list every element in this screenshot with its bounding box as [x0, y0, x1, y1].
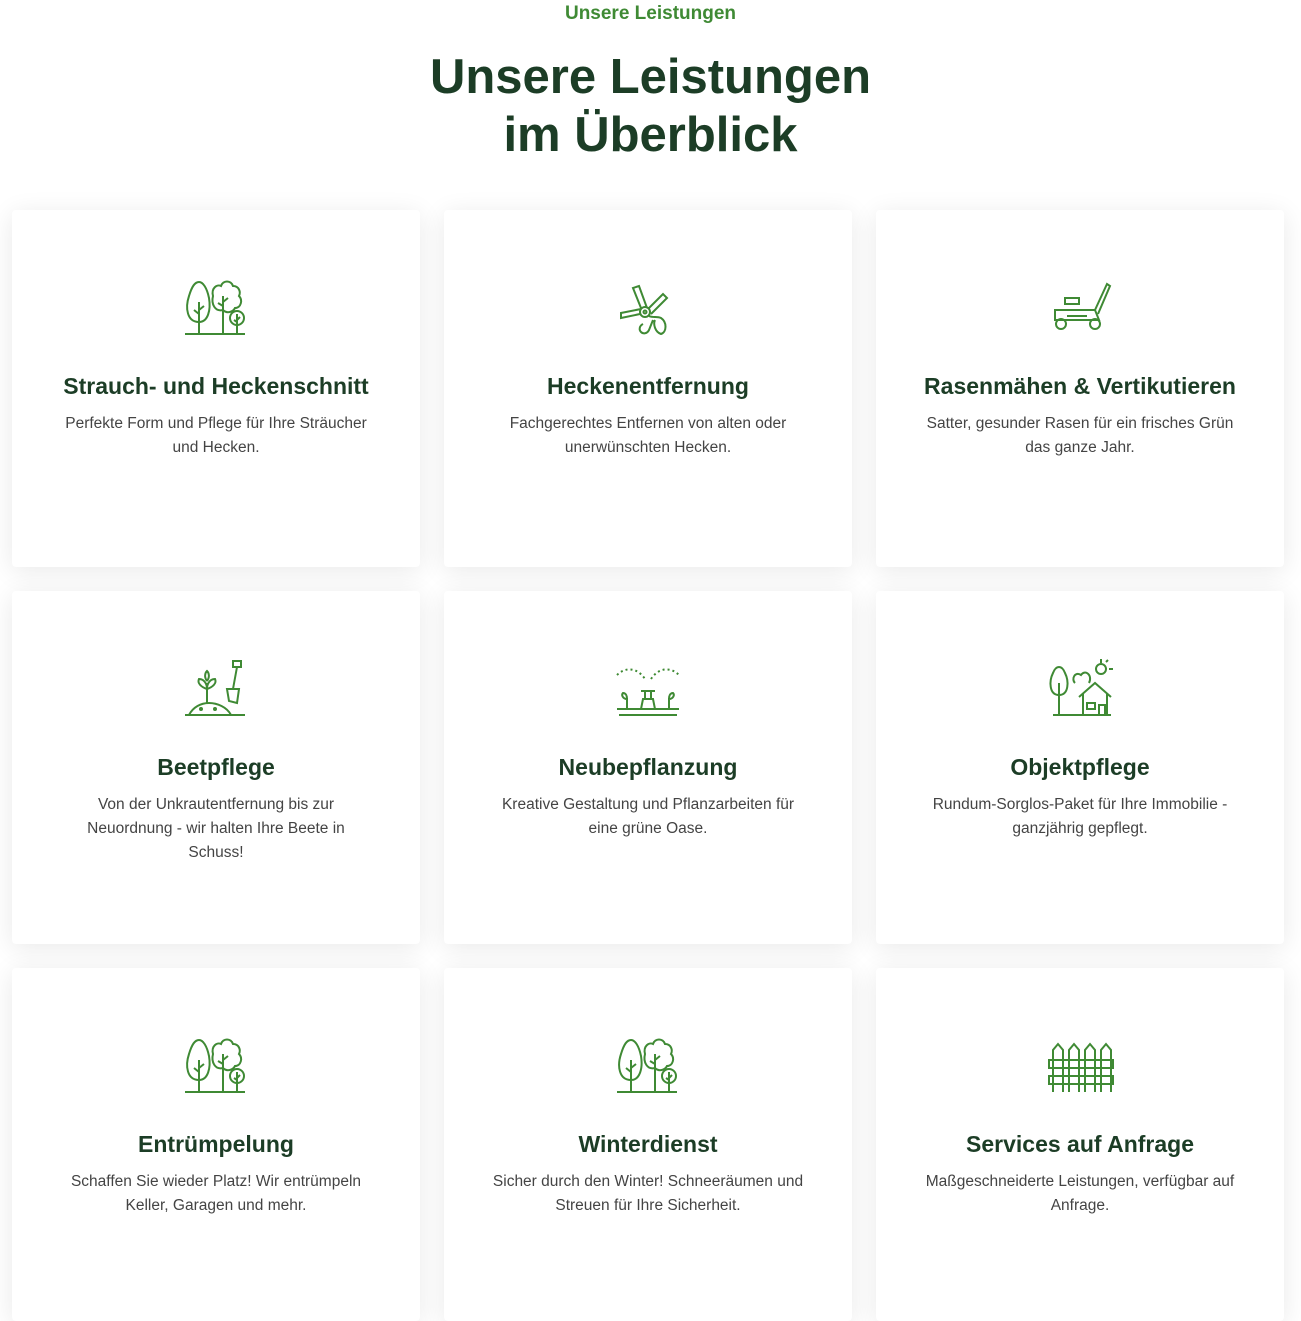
service-card	[876, 210, 1284, 567]
trees-icon	[613, 1030, 683, 1100]
house-garden-icon	[1045, 653, 1115, 723]
title-line-2: im Überblick	[503, 108, 798, 162]
service-description: Perfekte Form und Pflege für Ihre Sträucher und Hecken.	[65, 415, 367, 456]
service-card	[12, 210, 420, 567]
service-card	[444, 591, 852, 944]
service-description: Von der Unkrautentfernung bis zur Neuordnung - wir halten Ihre Beete in Schuss!	[87, 796, 345, 861]
service-title: Objektpflege	[1010, 754, 1150, 780]
service-card	[876, 591, 1284, 944]
trees-icon	[181, 1030, 251, 1100]
service-title: Rasenmähen & Vertikutieren	[924, 373, 1236, 399]
service-description: Sicher durch den Winter! Schneeräumen und Streuen für Ihre Sicherheit.	[492, 1173, 804, 1214]
service-description: Kreative Gestaltung und Pflanzarbeiten für eine grüne Oase.	[501, 796, 795, 837]
service-description: Schaffen Sie wieder Platz! Wir entrümpeln Keller, Garagen und mehr.	[70, 1173, 362, 1214]
service-card	[444, 968, 852, 1321]
service-description: Rundum-Sorglos-Paket für Ihre Immobilie - ganzjährig gepflegt.	[932, 796, 1228, 837]
trees-icon	[181, 272, 251, 342]
hedge-trimmer-icon	[613, 272, 683, 342]
service-title: Winterdienst	[578, 1131, 718, 1157]
service-description: Fachgerechtes Entfernen von alten oder unerwünschten Hecken.	[509, 415, 787, 456]
service-card	[12, 968, 420, 1321]
page-title	[0, 48, 1301, 164]
service-title: Strauch- und Heckenschnitt	[63, 373, 369, 399]
lawn-mower-icon	[1045, 272, 1115, 342]
shovel-plant-icon	[181, 653, 251, 723]
service-description: Maßgeschneiderte Leistungen, verfügbar auf Anfrage.	[925, 1173, 1235, 1214]
service-title: Entrümpelung	[138, 1131, 294, 1157]
services-grid	[12, 210, 1284, 1321]
service-card	[444, 210, 852, 567]
service-card	[876, 968, 1284, 1321]
service-title: Beetpflege	[157, 754, 275, 780]
service-title: Services auf Anfrage	[966, 1131, 1194, 1157]
service-title: Heckenentfernung	[547, 373, 749, 399]
section-eyebrow: Unsere Leistungen	[564, 3, 737, 24]
sprinkler-icon	[613, 653, 683, 723]
title-line-1: Unsere Leistungen	[429, 50, 872, 104]
fence-icon	[1045, 1030, 1115, 1100]
service-description: Satter, gesunder Rasen für ein frisches Grün das ganze Jahr.	[926, 415, 1234, 456]
service-card	[12, 591, 420, 944]
service-title: Neubepflanzung	[558, 754, 738, 780]
